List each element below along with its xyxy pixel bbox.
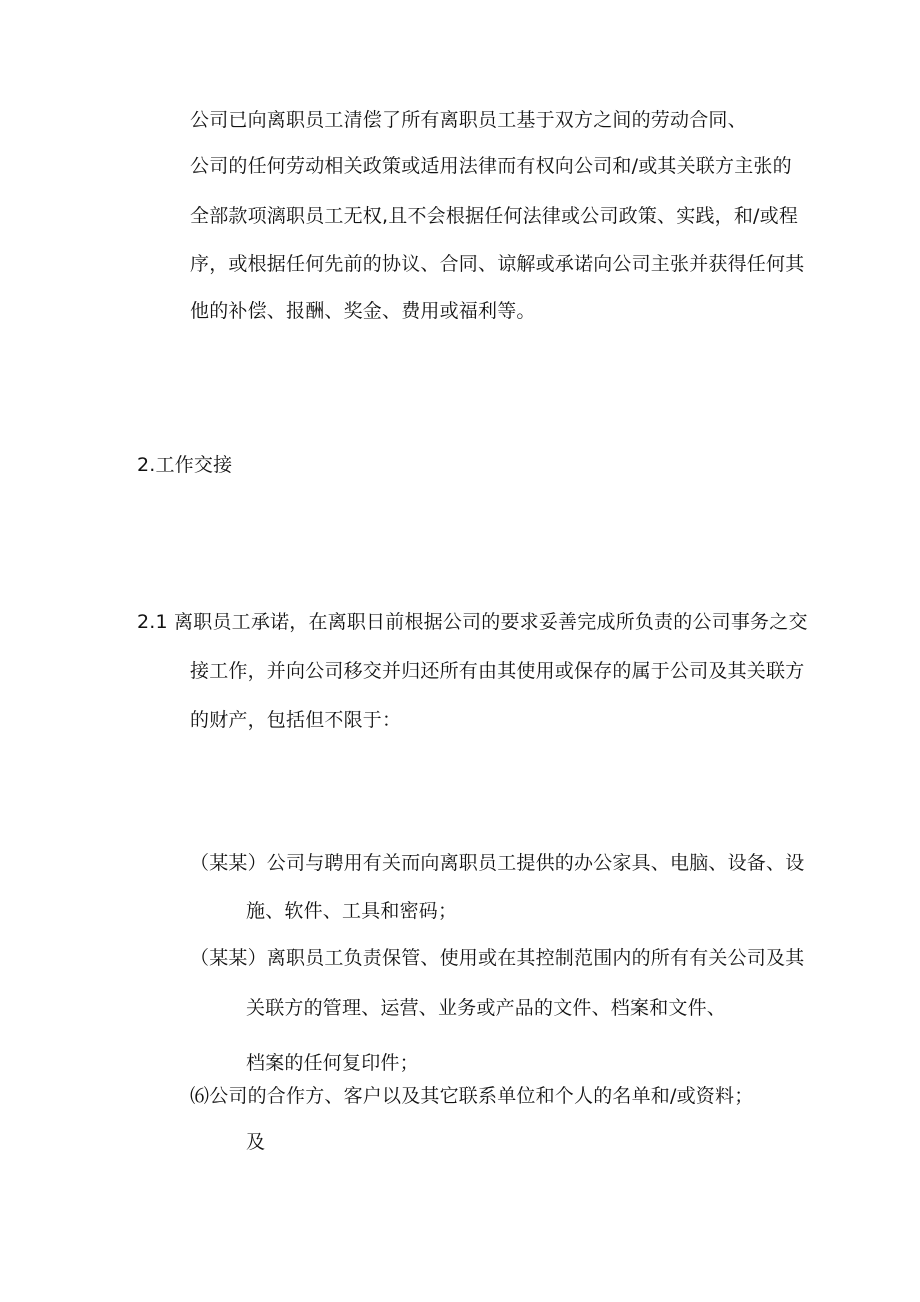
paragraph-1-line: 全部款项漓职员工无权,且不会根据任何法律或公司政策、实践，和/或程 (190, 205, 799, 227)
clause-line: 的财产，包括但不限于： (190, 709, 402, 731)
list-item-line: （某某）公司与聘用有关而向离职员工提供的办公家具、电脑、设备、设 (190, 852, 805, 874)
list-item-line: 及 (246, 1131, 266, 1153)
paragraph-1-line: 公司已向离职员工清偿了所有离职员工基于双方之间的劳动合同、 (190, 109, 747, 131)
paragraph-1-line: 公司的任何劳动相关政策或适用法律而有权向公司和/或其关联方主张的 (190, 155, 792, 177)
paragraph-1-line: 他的补偿、报酬、奖金、费用或福利等。 (190, 300, 536, 322)
paragraph-1-line: 序，或根据任何先前的协议、合同、谅解或承诺向公司主张并获得任何其 (190, 253, 805, 275)
list-item-line: （某某）离职员工负责保管、使用或在其控制范围内的所有有关公司及其 (190, 947, 805, 969)
clause-line: 接工作，并向公司移交并归还所有由其使用或保存的属于公司及其关联方 (190, 660, 805, 682)
clause-line: 2.1 离职员工承诺，在离职日前根据公司的要求妥善完成所负责的公司事务之交 (137, 611, 808, 633)
list-item-line: 施、软件、工具和密码； (246, 900, 458, 922)
section-heading: 2.工作交接 (137, 454, 233, 476)
list-item-line: ⑹公司的合作方、客户以及其它联系单位和个人的名单和/或资料； (190, 1085, 754, 1107)
list-item-line: 关联方的管理、运营、业务或产品的文件、档案和文件、 (246, 997, 727, 1019)
list-item-line: 档案的任何复印件； (246, 1052, 419, 1074)
